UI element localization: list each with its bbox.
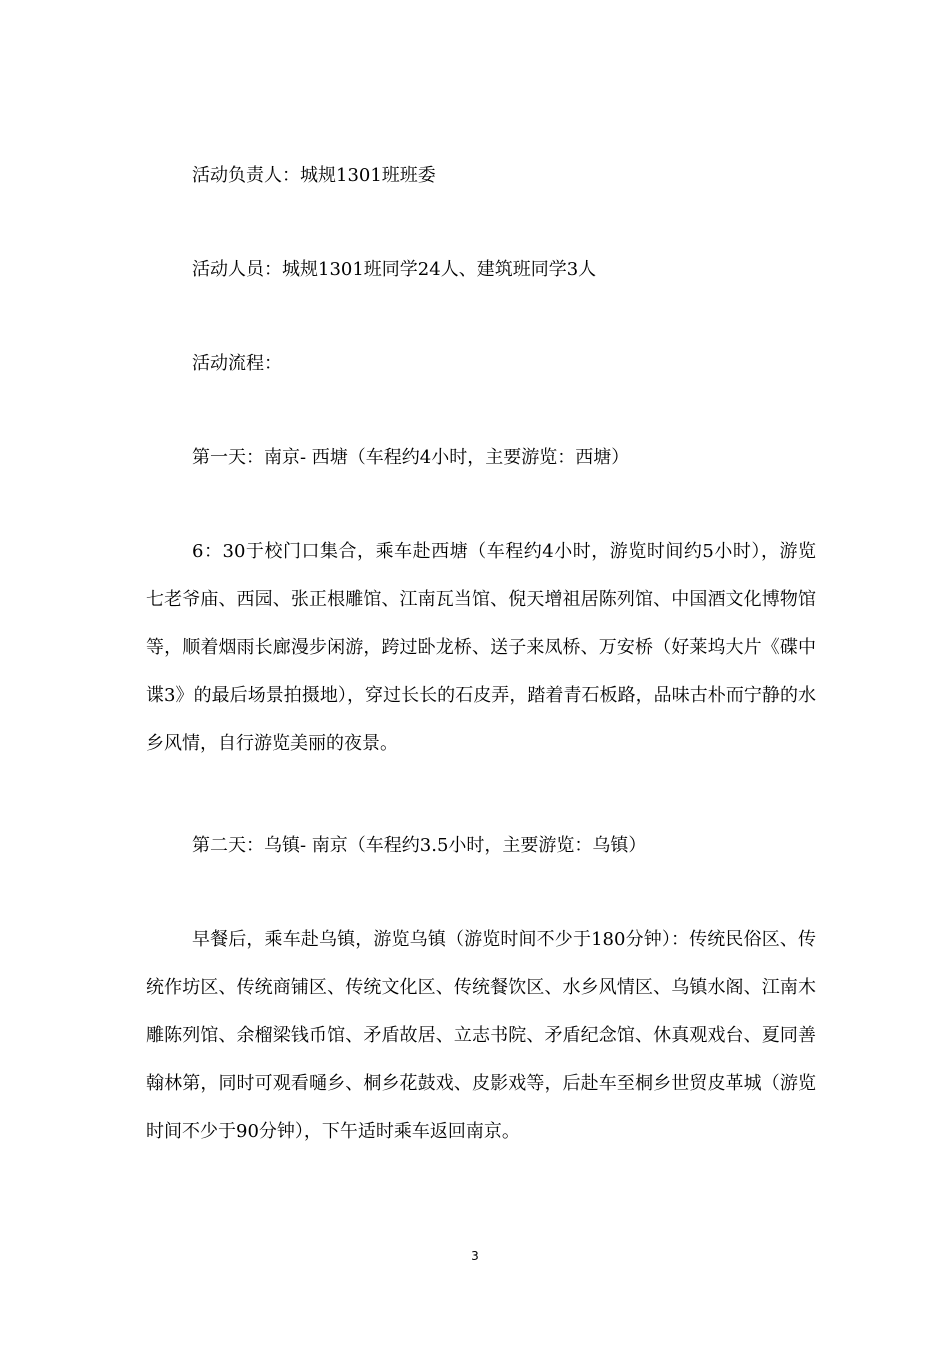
day-one-heading: 第一天：南京- 西塘（车程约4小时，主要游览：西塘） (192, 447, 630, 468)
process-heading: 活动流程： (192, 353, 282, 374)
day-one-description: 6：30于校门口集合，乘车赴西塘（车程约4小时，游览时间约5小时），游览七老爷庙、西园、张正根雕馆、江南瓦当馆、倪天增祖居陈列馆、中国酒文化博物馆等，顺着烟雨长廊漫步闲游，跨过卧龙桥、送子来凤桥、万安桥（好莱坞大片《碟中谍3》的最后场景拍摄地），穿过长长的石皮弄，踏着青石板路，品味古朴而宁静的水乡风情，自行游览美丽的夜景。 (146, 541, 816, 754)
responsible-person-line: 活动负责人：城规1301班班委 (192, 165, 436, 186)
day-two-description: 早餐后，乘车赴乌镇，游览乌镇（游览时间不少于180分钟）：传统民俗区、传统作坊区、传统商铺区、传统文化区、传统餐饮区、水乡风情区、乌镇水阁、江南木雕陈列馆、余榴梁钱币馆、矛盾故居、立志书院、矛盾纪念馆、休真观戏台、夏同善翰林第，同时可观看嗵乡、桐乡花鼓戏、皮影戏等，后赴车至桐乡世贸皮革城（游览时间不少于90分钟），下午适时乘车返回南京。 (146, 929, 816, 1142)
day-two-heading: 第二天：乌镇- 南京（车程约3.5小时，主要游览：乌镇） (192, 835, 647, 856)
participants-line: 活动人员：城规1301班同学24人、建筑班同学3人 (192, 259, 597, 280)
page-number: 3 (471, 1249, 479, 1263)
